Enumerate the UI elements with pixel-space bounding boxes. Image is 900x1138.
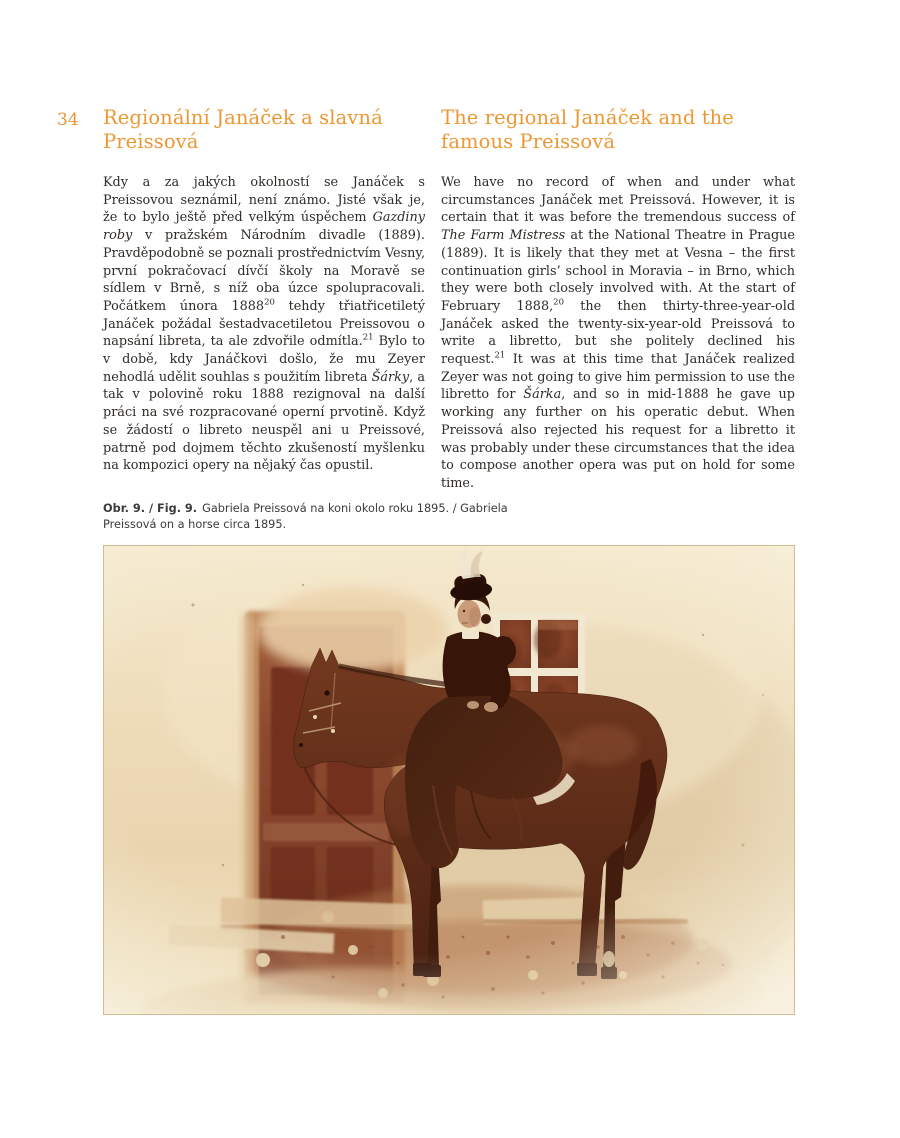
czech-paragraph: Kdy a za jakých okolností se Janáček s Preissovou seznámil, není známo. Jisté však je, že to bylo ještě před velkým úspěchem Gazdiny roby v pražském Národním divadle (1889). Pravděpodobně se poznali prostřednictvím Vesny, první pokračovací dívčí školy na Moravě se sídlem v Brně, s níž oba úzce spolupracovali. Počátkem února 1888$^{20}$ tehdy třiatřicetiletý Janáček požádal šestadvacetiletou Preissovou o napsání libreta, ta ale zdvořile odmítla.$^{21}$ Bylo to v době, kdy Janáčkovi došlo, že mu Zeyer nehodlá udělit souhlas s použitím libreta Šárky, a tak v polovině roku 1888 rezignoval na další práci na své rozpracované operní prvotině. Když se žádostí o libreto neuspěl ani u Preissové, patrně pod dojmem těchto zkušeností myšlenku na kompozici opery na nějaký čas opustil. <box>103 175 426 474</box>
english-heading: The regional Janáček and the famous Preissová <box>441 106 734 153</box>
english-paragraph: We have no record of when and under what circumstances Janáček met Preissová. However, it is certain that it was before the tremendous success of The Farm Mistress at the National Theatre in Prague (1889). It is likely that they met at Vesna – the first continuation girls’ school in Moravia – in Brno, which they were both closely involved with. At the start of February 1888,20 the then thirty-three-year-old Janáček asked the twenty-six-year-old Preissová to write a libretto, but she politely declined his request.$^{21}$ It was at this time that Janáček realized Zeyer was not going to give him permission to use the libretto for Šárka, and so in mid-1888 he gave up working any further on his operatic debut. When Preissová also rejected his request for a libretto it was probably under these circumstances that the idea to compose another opera was put on hold for some time. <box>441 175 796 491</box>
czech-heading: Regionální Janáček a slavná Preissová <box>103 106 383 153</box>
figure-caption-label: Obr. 9. / Fig. 9. <box>103 502 198 515</box>
figure-caption <box>103 501 508 532</box>
column-english <box>441 106 795 493</box>
text-columns <box>103 106 795 493</box>
figure-photo <box>103 545 795 1015</box>
photo-vignette <box>103 545 795 1015</box>
figure-caption-text: Gabriela Preissová na koni okolo roku 1895. / Gabriela Preissová on a horse circa 1895. <box>103 502 508 531</box>
column-czech <box>103 106 425 493</box>
page-number: 34 <box>57 110 79 130</box>
photo-svg <box>103 545 795 1015</box>
